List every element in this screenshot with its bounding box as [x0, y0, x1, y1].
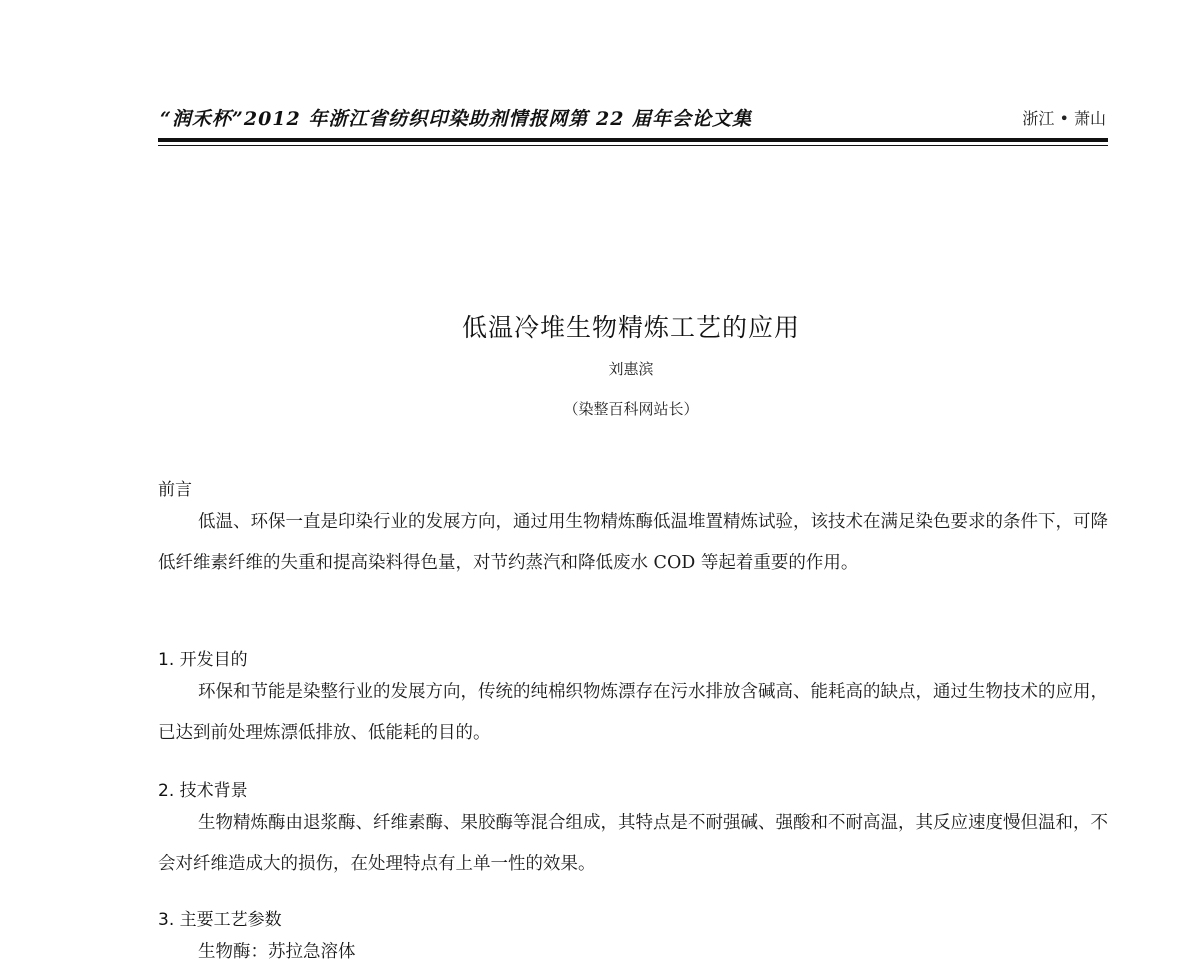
paper-author: 刘惠滨: [608, 360, 654, 378]
section-body-purpose: 环保和节能是染整行业的发展方向，传统的纯棉织物炼漂存在污水排放含碱高、能耗高的缺点，通过生物技术的应用，已达到前处理炼漂低排放、低能耗的目的。: [158, 682, 1108, 743]
section-body-parameters: 生物酶：苏拉急溶体: [198, 942, 356, 962]
header-rule-thick: [158, 138, 1108, 142]
section-body-background: 生物精炼酶由退浆酶、纤维素酶、果胶酶等混合组成，其特点是不耐强碱、强酸和不耐高温，其反应速度慢但温和，不会对纤维造成大的损伤，在处理特点有上单一性的效果。: [158, 813, 1108, 874]
paper-title: 低温冷堆生物精炼工艺的应用: [461, 313, 800, 342]
section-heading-preface: 前言: [158, 480, 192, 500]
section-body-preface: 低温、环保一直是印染行业的发展方向，通过用生物精炼酶低温堆置精炼试验，该技术在满足染色要求的条件下，可降低纤维素纤维的失重和提高染料得色量，对节约蒸汽和降低废水 COD 等起着重要的作用。: [158, 512, 1108, 573]
header-proceedings-title: “润禾杯”2012 年浙江省纺织印染助剂情报网第 22 届年会论文集: [160, 108, 753, 130]
section-heading-purpose: 1. 开发目的: [158, 650, 248, 670]
header-rule-thin: [158, 145, 1108, 146]
section-heading-background: 2. 技术背景: [158, 781, 248, 801]
header-location: 浙江 • 萧山: [1022, 109, 1106, 128]
author-affiliation: （染整百科网站长）: [563, 400, 699, 418]
running-header: [158, 104, 1108, 134]
section-heading-parameters: 3. 主要工艺参数: [158, 910, 282, 930]
